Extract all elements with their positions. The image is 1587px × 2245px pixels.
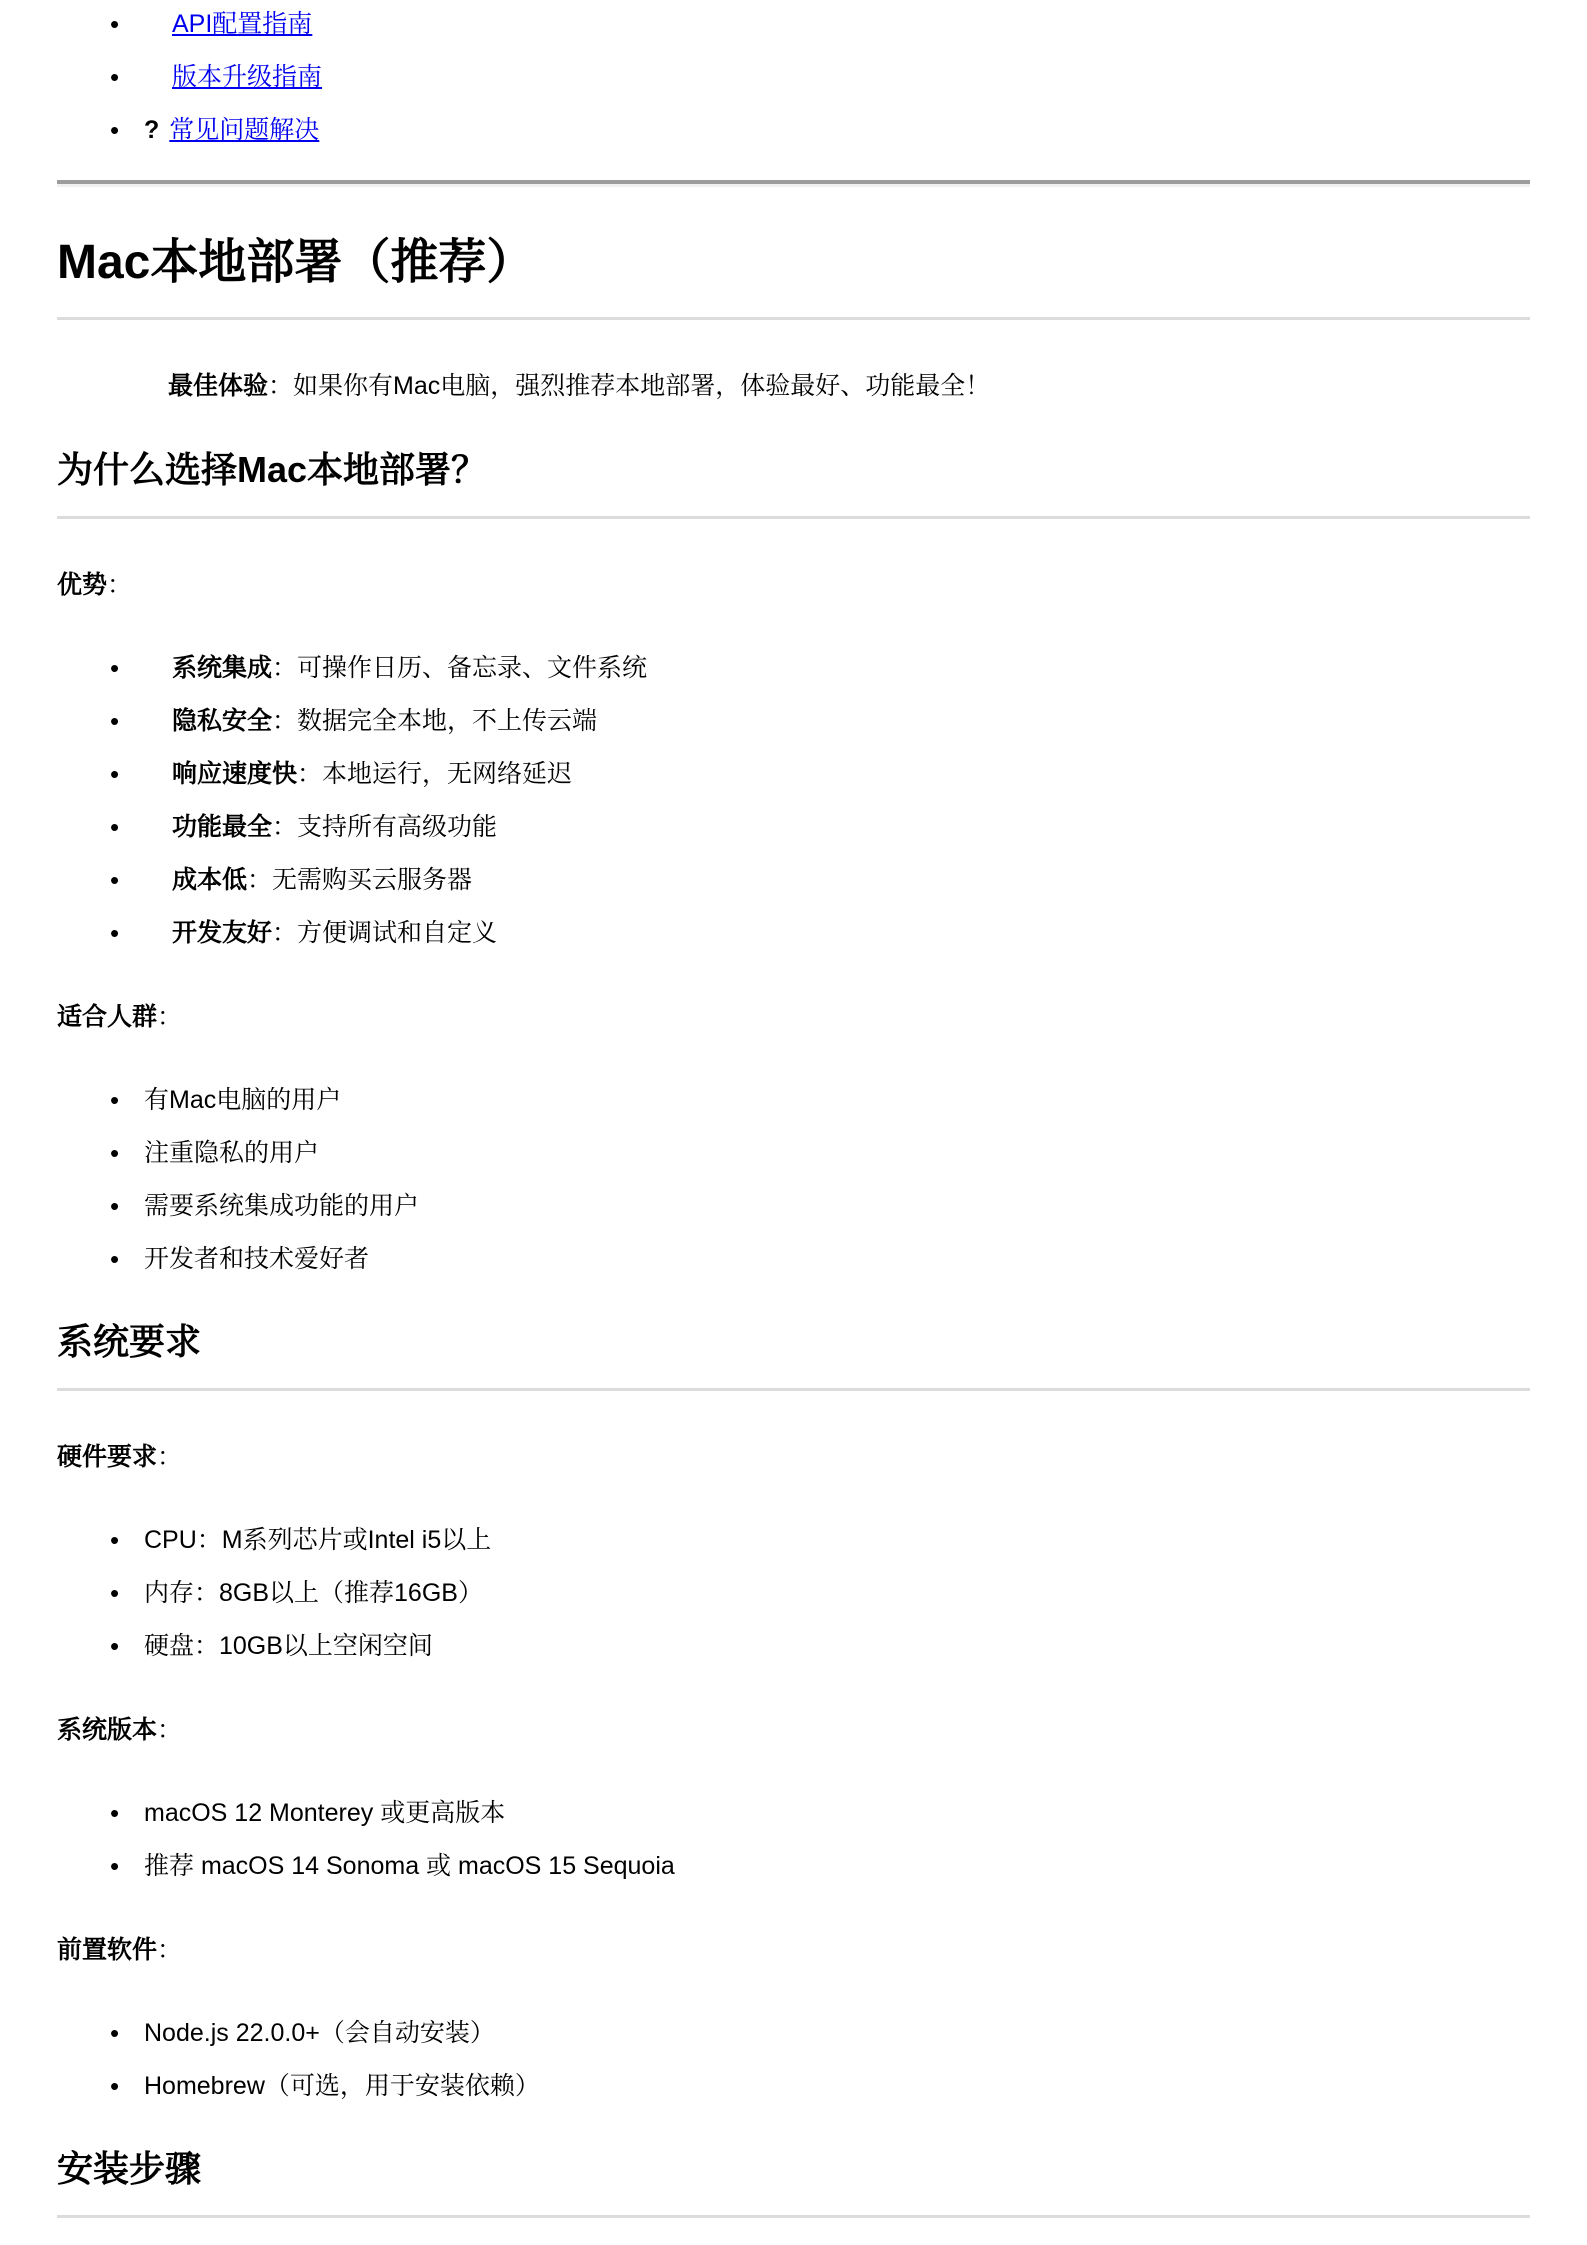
tip-rest: ：如果你有Mac电脑，强烈推荐本地部署，体验最好、功能最全！ [268,372,991,400]
missing-emoji-icon [144,834,172,835]
hardware-list [57,1522,1530,1664]
advantage-text: ：本地运行，无网络延迟 [297,760,573,788]
missing-emoji-icon [144,675,172,676]
audience-label [57,998,1530,1036]
advantages-label [57,566,1530,604]
toc-item [144,6,1530,42]
audience-list [57,1082,1530,1277]
list-item [144,650,1530,686]
section-heading-install: 安装步骤 [57,2149,1530,2218]
toc-link-upgrade-guide[interactable]: 版本升级指南 [172,63,323,91]
advantage-term: 隐私安全 [172,707,273,735]
toc-list [57,6,1530,148]
list-item [144,862,1530,898]
list-item [144,809,1530,845]
list-item: • macOS 12 Monterey 或更高版本 [144,1795,1530,1831]
advantage-text: ：支持所有高级功能 [272,813,498,841]
section-heading-why: 为什么选择Mac本地部署？ [57,450,1530,519]
advantage-term: 开发友好 [172,919,273,947]
list-item: • 硬盘：10GB以上空闲空间 [144,1628,1530,1664]
hardware-label-term: 硬件要求 [57,1443,158,1471]
toc-item [144,112,1530,148]
toc-link-faq[interactable]: 常见问题解决 [169,116,320,144]
toc-link-api-config[interactable]: API配置指南 [172,10,313,38]
os-version-list [57,1795,1530,1884]
page-title: Mac本地部署（推荐） [57,239,1530,320]
prereq-label-colon: ： [157,1936,183,1964]
list-item: • CPU：M系列芯片或Intel i5以上 [144,1522,1530,1558]
advantages-label-colon: ： [107,571,133,599]
prereq-label-term: 前置软件 [57,1936,158,1964]
os-version-label-term: 系统版本 [57,1716,158,1744]
os-version-label [57,1711,1530,1749]
list-item [144,915,1530,951]
section-heading-requirements: 系统要求 [57,1322,1530,1391]
audience-label-term: 适合人群 [57,1003,158,1031]
advantage-text: ：数据完全本地，不上传云端 [272,707,598,735]
advantage-term: 响应速度快 [172,760,298,788]
advantage-text: ：无需购买云服务器 [247,866,473,894]
missing-emoji-icon [144,728,172,729]
list-item [144,756,1530,792]
tip-term: 最佳体验 [168,372,269,400]
missing-emoji-icon [144,84,172,85]
list-item [144,703,1530,739]
list-item: • 推荐 macOS 14 Sonoma 或 macOS 15 Sequoia [144,1848,1530,1884]
prereq-label [57,1931,1530,1969]
missing-emoji-icon [144,887,172,888]
horizontal-rule [57,180,1530,187]
hardware-label-colon: ： [157,1443,183,1471]
os-version-label-colon: ： [157,1716,183,1744]
audience-label-colon: ： [157,1003,183,1031]
list-item: • 注重隐私的用户 [144,1135,1530,1171]
list-item: • 开发者和技术爱好者 [144,1241,1530,1277]
list-item: • 有Mac电脑的用户 [144,1082,1530,1118]
question-mark-icon: ? [144,116,160,144]
list-item: • Homebrew（可选，用于安装依赖） [144,2068,1530,2104]
list-item: • Node.js 22.0.0+（会自动安装） [144,2015,1530,2051]
list-item: • 需要系统集成功能的用户 [144,1188,1530,1224]
missing-emoji-icon [144,940,172,941]
prereq-list [57,2015,1530,2104]
list-item: • 内存：8GB以上（推荐16GB） [144,1575,1530,1611]
missing-emoji-icon [144,31,172,32]
tip-blockquote [168,367,1530,405]
advantage-term: 系统集成 [172,654,273,682]
advantage-term: 成本低 [172,866,248,894]
advantages-label-term: 优势 [57,571,108,599]
advantage-text: ：可操作日历、备忘录、文件系统 [272,654,648,682]
hardware-label [57,1438,1530,1476]
toc-item [144,59,1530,95]
advantage-text: ：方便调试和自定义 [272,919,498,947]
tip-text [168,367,1530,405]
advantage-term: 功能最全 [172,813,273,841]
advantages-list [57,650,1530,951]
missing-emoji-icon [144,781,172,782]
